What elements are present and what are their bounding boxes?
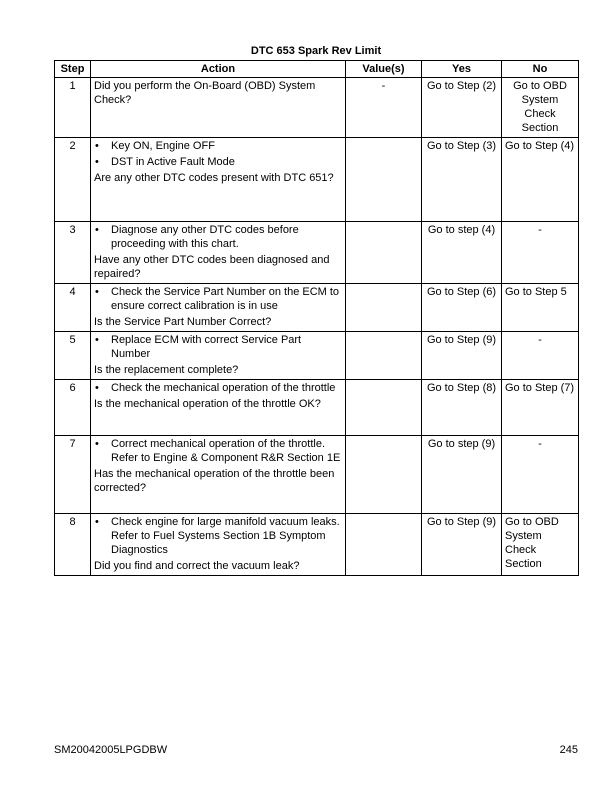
action-bullet-list: [94, 285, 342, 313]
yes-cell: Go to Step (8): [422, 380, 502, 436]
table-row: [55, 78, 579, 138]
step-number: 6: [55, 380, 91, 436]
action-cell: [91, 138, 346, 222]
action-cell: [91, 514, 346, 576]
header-no: No: [502, 61, 579, 78]
action-bullet: • Diagnose any other DTC codes before proceeding with this chart.: [94, 223, 342, 251]
yes-cell: Go to Step (6): [422, 284, 502, 332]
action-question: Has the mechanical operation of the throttle been corrected?: [94, 468, 335, 494]
page-title: DTC 653 Spark Rev Limit: [250, 45, 382, 57]
value-cell: [346, 222, 422, 284]
action-cell: [91, 332, 346, 380]
action-question: Is the mechanical operation of the throttle OK?: [94, 398, 321, 410]
page-number: 245: [559, 744, 578, 756]
yes-cell: Go to Step (2): [422, 78, 502, 138]
yes-cell: Go to Step (9): [422, 332, 502, 380]
action-bullet: • Replace ECM with correct Service Part Number: [94, 333, 342, 361]
action-bullet: • Check the Service Part Number on the ECM to ensure correct calibration is in use: [94, 285, 342, 313]
table-row: [55, 284, 579, 332]
action-bullet-list: [94, 333, 342, 361]
header-step: Step: [55, 61, 91, 78]
table-row: [55, 222, 579, 284]
action-bullet-list: [94, 437, 342, 465]
step-number: 8: [55, 514, 91, 576]
table-row: [55, 380, 579, 436]
value-cell: [346, 380, 422, 436]
header-action: Action: [91, 61, 346, 78]
action-question: Did you perform the On-Board (OBD) System Check?: [94, 80, 316, 106]
action-bullet-list: [94, 515, 342, 557]
action-question: Have any other DTC codes been diagnosed and repaired?: [94, 254, 330, 280]
action-cell: [91, 284, 346, 332]
value-cell: [346, 284, 422, 332]
header-value: Value(s): [346, 61, 422, 78]
no-cell: Go to OBD System Check Section: [502, 514, 579, 576]
yes-cell: Go to Step (3): [422, 138, 502, 222]
no-cell: Go to OBD System Check Section: [502, 78, 579, 138]
value-cell: [346, 138, 422, 222]
action-bullet-list: [94, 381, 342, 395]
action-bullet-list: [94, 223, 342, 251]
step-number: 5: [55, 332, 91, 380]
action-bullet: • DST in Active Fault Mode: [94, 155, 342, 169]
action-question: Did you find and correct the vacuum leak?: [94, 560, 300, 572]
value-cell: [346, 436, 422, 514]
yes-cell: Go to step (9): [422, 436, 502, 514]
step-number: 4: [55, 284, 91, 332]
action-cell: [91, 436, 346, 514]
table-row: [55, 514, 579, 576]
step-number: 2: [55, 138, 91, 222]
action-question: Is the Service Part Number Correct?: [94, 316, 272, 328]
table-row: [55, 332, 579, 380]
step-number: 3: [55, 222, 91, 284]
no-cell: -: [502, 436, 579, 514]
action-bullet: • Check the mechanical operation of the throttle: [94, 381, 342, 395]
value-cell: -: [346, 78, 422, 138]
no-cell: Go to Step (4): [502, 138, 579, 222]
no-cell: Go to Step (7): [502, 380, 579, 436]
action-bullet: • Correct mechanical operation of the throttle. Refer to Engine & Component R&R Section 1E: [94, 437, 342, 465]
action-bullet: • Key ON, Engine OFF: [94, 139, 342, 153]
table-row: [55, 436, 579, 514]
yes-cell: Go to Step (9): [422, 514, 502, 576]
step-number: 1: [55, 78, 91, 138]
step-number: 7: [55, 436, 91, 514]
action-bullet: • Check engine for large manifold vacuum leaks. Refer to Fuel Systems Section 1B Symptom Diagnostics: [94, 515, 342, 557]
action-question: Is the replacement complete?: [94, 364, 239, 376]
action-cell: [91, 380, 346, 436]
action-cell: [91, 222, 346, 284]
action-cell: [91, 78, 346, 138]
action-bullet-list: [94, 139, 342, 169]
document-id: SM20042005LPGDBW: [54, 744, 168, 756]
header-yes: Yes: [422, 61, 502, 78]
diagnostic-table: [54, 60, 579, 576]
action-question: Are any other DTC codes present with DTC 651?: [94, 172, 334, 184]
value-cell: [346, 514, 422, 576]
table-row: [55, 138, 579, 222]
no-cell: -: [502, 222, 579, 284]
yes-cell: Go to step (4): [422, 222, 502, 284]
no-cell: Go to Step 5: [502, 284, 579, 332]
no-cell: -: [502, 332, 579, 380]
table-header-row: [55, 61, 579, 78]
value-cell: [346, 332, 422, 380]
